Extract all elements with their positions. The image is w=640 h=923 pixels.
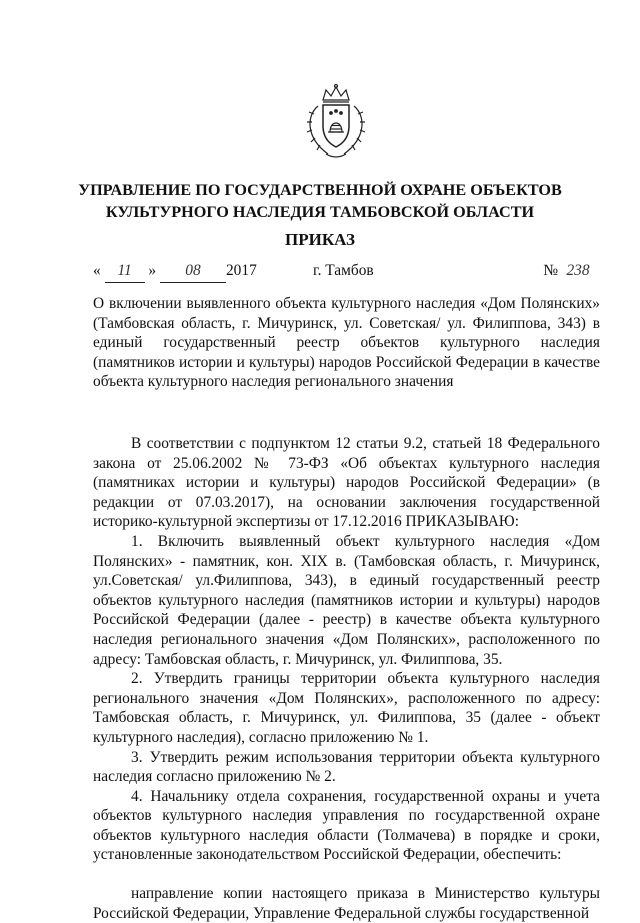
agency-name-line-2: КУЛЬТУРНОГО НАСЛЕДИЯ ТАМБОВСКОЙ ОБЛАСТИ: [105, 203, 535, 221]
order-number: [543, 260, 598, 282]
order-number-handwritten: 238: [566, 262, 590, 279]
order-city: г. Тамбов: [313, 262, 374, 279]
subitem-paragraph: направление копии настоящего приказа в Министерство культуры Российской Федерации, Управление Федеральной службы государственной: [93, 885, 600, 922]
order-body: [93, 434, 600, 923]
item-1-paragraph: 1. Включить выявленный объект культурного наследия «Дом Полянских» - памятник, кон. XIX в. (Тамбовская область, г. Мичуринск, ул.Советская/ ул.Филиппова, 343), в единый государственный реестр объектов культурного наследия (памятников истории и культуры) народов Российской Федерации (далее - реестр) в качестве объекта культурного наследия регионального значения «Дом Полянских», расположенного по адресу: Тамбовская область, г. Мичуринск, ул. Филиппова, 35.: [93, 532, 600, 668]
date-close-quote: »: [148, 262, 157, 279]
date-line: [93, 260, 598, 282]
order-year: 2017: [225, 262, 257, 279]
order-subject: [93, 294, 600, 392]
order-number-sign: №: [543, 262, 558, 279]
date-open-quote: «: [93, 262, 101, 279]
order-day-handwritten: 11: [105, 260, 145, 283]
agency-name-line-1: УПРАВЛЕНИЕ ПО ГОСУДАРСТВЕННОЙ ОХРАНЕ ОБЪЕКТОВ: [78, 181, 562, 199]
item-2-paragraph: 2. Утвердить границы территории объекта культурного наследия регионального значения «Дом Полянских», расположенного по адресу: Тамбовская область, г. Мичуринск, ул. Филиппова, 35 (далее - объект культурного наследия), согласно приложению № 1.: [93, 670, 600, 746]
item-4-paragraph: 4. Начальнику отдела сохранения, государственной охраны и учета объектов культурного наследия управления по государственной охране объектов культурного наследия области (Толмачева) в порядке и сроки, установленные законодательством Российской Федерации, обеспечить:: [93, 787, 600, 864]
order-month-handwritten: 08: [160, 260, 226, 283]
item-3-paragraph: 3. Утвердить режим использования территории объекта культурного наследия согласно приложению № 2.: [93, 748, 600, 786]
preamble-paragraph: В соответствии с подпунктом 12 статьи 9.2, статьей 18 Федерального закона от 25.06.2002 № 73-ФЗ «Об объектах культурного наследия (памятниках истории и культуры) народов Российской Федерации» (в редакции от 07.03.2017), на основании заключения государственной историко-культурной экспертизы от 17.12.2016 ПРИКАЗЫВАЮ:: [93, 435, 600, 531]
agency-name: [60, 179, 580, 223]
tambov-coat-of-arms-icon: [296, 82, 376, 162]
order-date: [93, 260, 257, 283]
order-subject-text: О включении выявленного объекта культурного наследия «Дом Полянских» (Тамбовская область, г. Мичуринск, ул. Советская/ ул. Филиппова, 343) в единый государственный реестр объектов культурного наследия (памятников истории и культуры) народов Российской Федерации в качестве объекта культурного наследия регионального значения: [93, 295, 600, 391]
document-type-title: ПРИКАЗ: [285, 230, 355, 249]
